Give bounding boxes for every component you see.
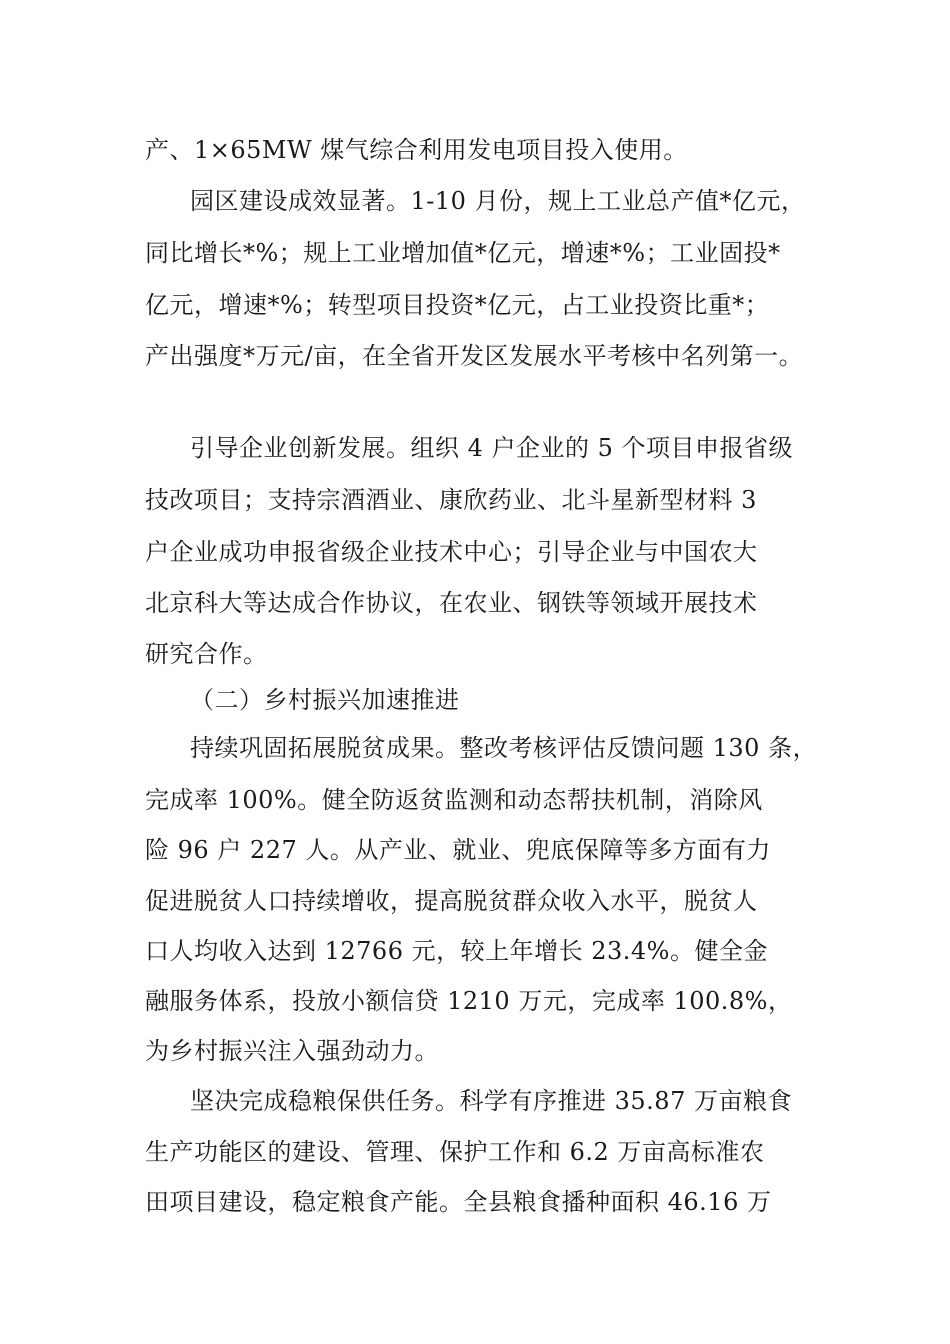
- text-line-19: 坚决完成稳粮保供任务。科学有序推进 35.87 万亩粮食: [190, 1087, 792, 1115]
- text-line-10: 研究合作。: [145, 640, 268, 668]
- text-line-18: 为乡村振兴注入强劲动力。: [145, 1037, 439, 1065]
- text-line-12: 持续巩固拓展脱贫成果。整改考核评估反馈问题 130 条，: [190, 734, 818, 762]
- text-line-2: 园区建设成效显著。1-10 月份，规上工业总产值*亿元，: [190, 187, 806, 215]
- text-line-21: 田项目建设，稳定粮食产能。全县粮食播种面积 46.16 万: [145, 1188, 772, 1216]
- text-line-15: 促进脱贫人口持续增收，提高脱贫群众收入水平，脱贫人: [145, 887, 758, 915]
- text-line-20: 生产功能区的建设、管理、保护工作和 6.2 万亩高标准农: [145, 1138, 765, 1166]
- text-line-4: 亿元，增速*%；转型项目投资*亿元，占工业投资比重*；: [145, 291, 770, 319]
- text-line-16: 口人均收入达到 12766 元，较上年增长 23.4%。健全金: [145, 937, 768, 965]
- text-line-9: 北京科大等达成合作协议，在农业、钢铁等领域开展技术: [145, 589, 758, 617]
- text-line-7: 技改项目；支持宗酒酒业、康欣药业、北斗星新型材料 3: [145, 486, 757, 514]
- text-line-14: 险 96 户 227 人。从产业、就业、兜底保障等多方面有力: [145, 836, 771, 864]
- text-line-5: 产出强度*万元/亩，在全省开发区发展水平考核中名列第一。: [145, 342, 804, 370]
- text-line-3: 同比增长*%；规上工业增加值*亿元，增速*%；工业固投*: [145, 239, 781, 267]
- text-line-17: 融服务体系，投放小额信贷 1210 万元，完成率 100.8%，: [145, 987, 793, 1015]
- text-line-13: 完成率 100%。健全防返贫监测和动态帮扶机制，消除风: [145, 786, 763, 814]
- text-line-8: 户企业成功申报省级企业技术中心；引导企业与中国农大: [145, 538, 758, 566]
- text-line-6: 引导企业创新发展。组织 4 户企业的 5 个项目申报省级: [190, 434, 794, 462]
- text-line-1: 产、1×65MW 煤气综合利用发电项目投入使用。: [145, 136, 688, 164]
- section-heading: （二）乡村振兴加速推进: [190, 686, 460, 714]
